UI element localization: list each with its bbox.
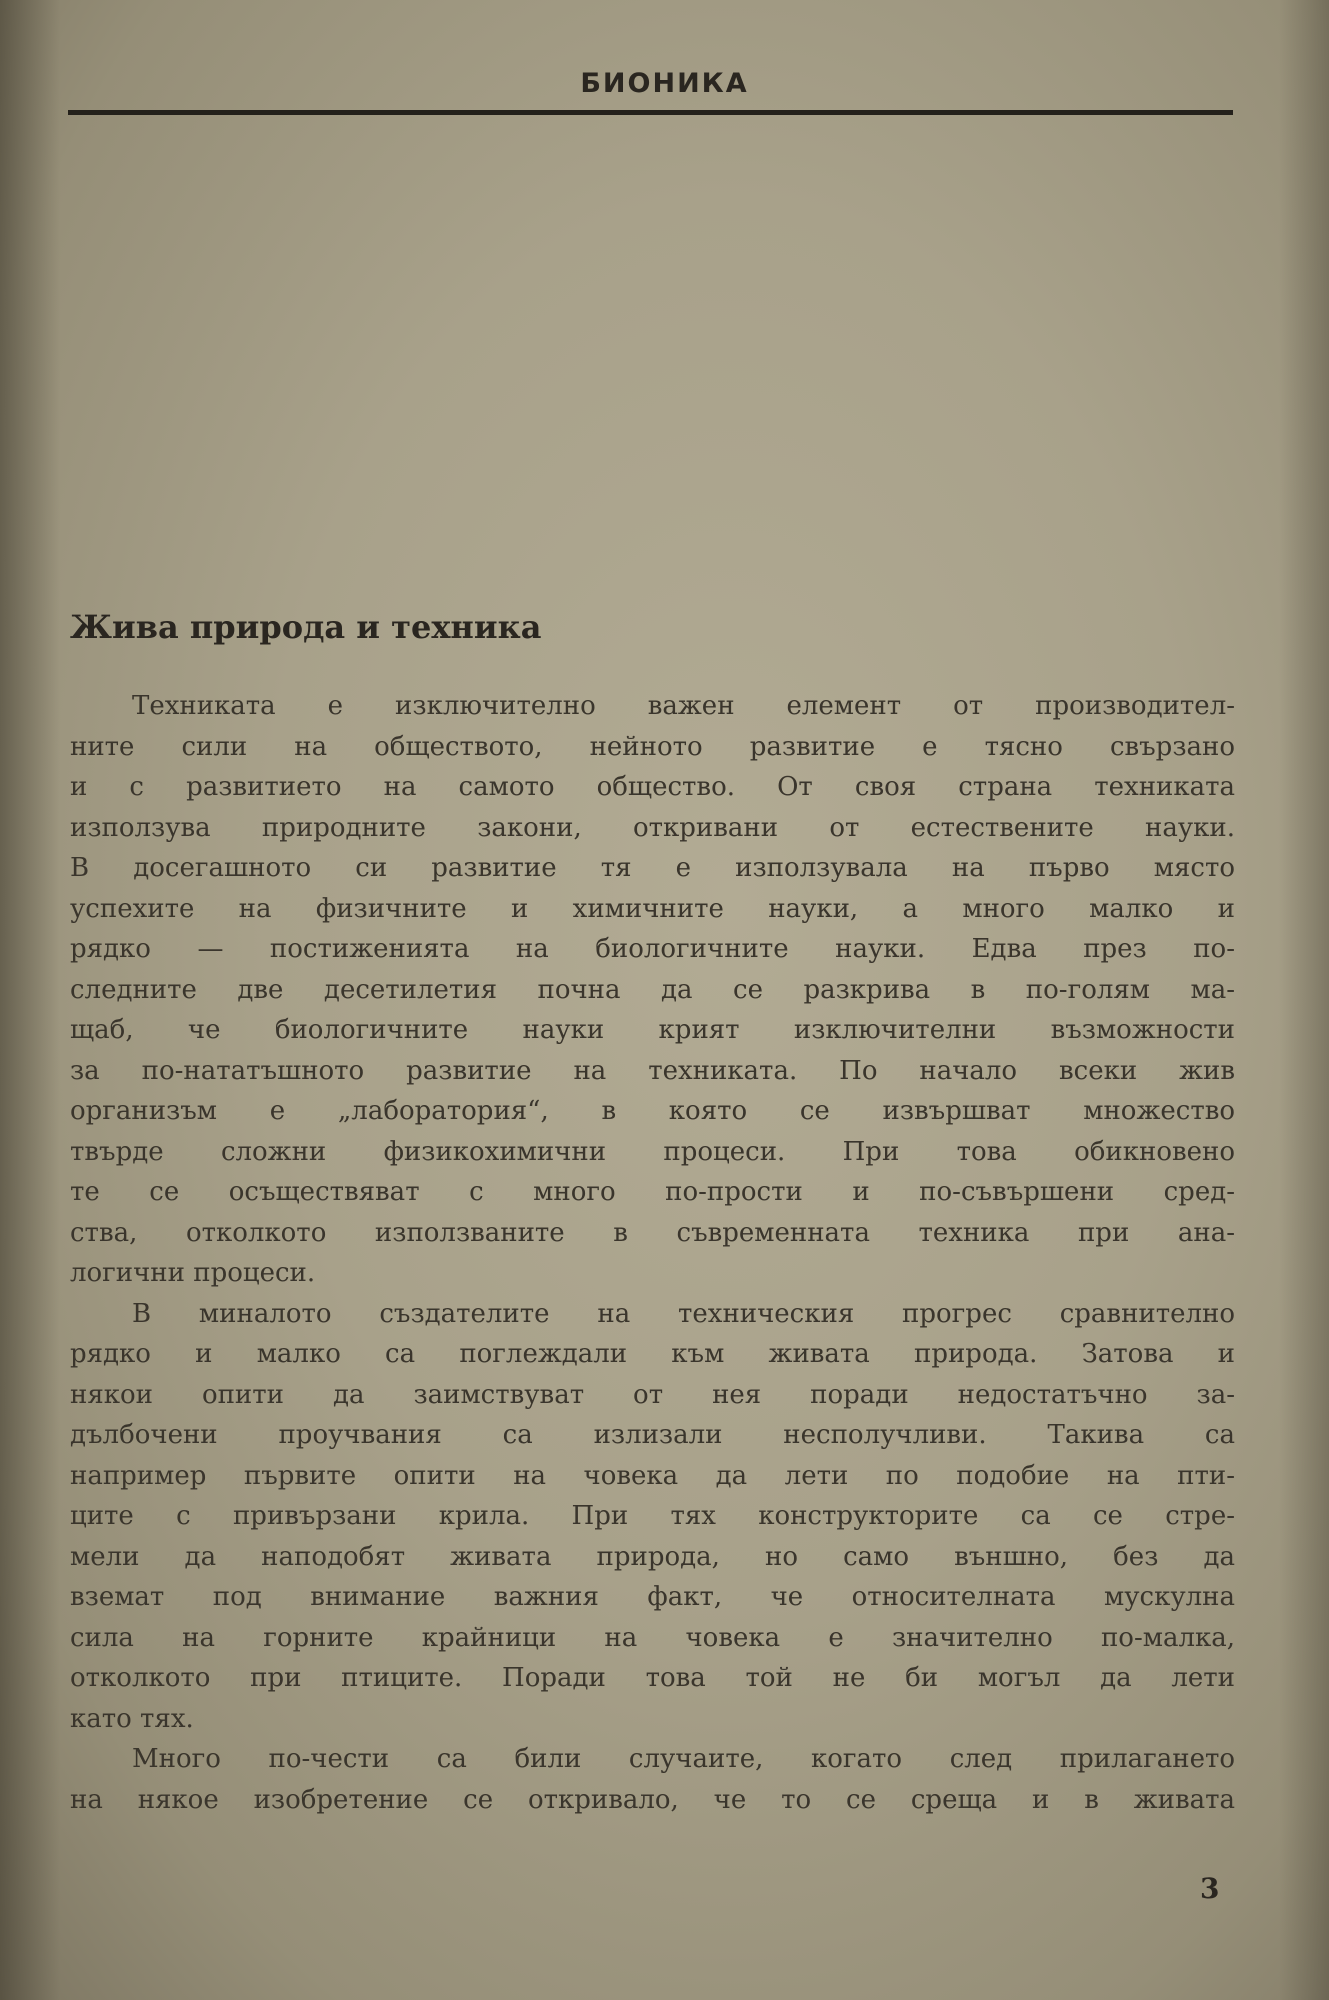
text-line: сила на горните крайници на човека е значително по-малка, <box>70 1622 1235 1653</box>
header-rule <box>68 110 1233 115</box>
text-line: твърде сложни физикохимични процеси. При това обикновено <box>70 1136 1235 1167</box>
text-line: ците с привързани крила. При тях конструкторите са се стре- <box>70 1501 1235 1531</box>
text-line: например първите опити на човека да лети по подобие на пти- <box>70 1460 1235 1491</box>
body-text <box>70 686 1235 1820</box>
text-line: като тях. <box>70 1703 194 1734</box>
page-number: 3 <box>1200 1872 1220 1905</box>
text-line: използува природните закони, откривани от естествените науки. <box>70 812 1235 843</box>
running-head: БИОНИКА <box>580 68 749 99</box>
text-line: Техниката е изключително важен елемент от производител- <box>132 691 1235 721</box>
text-line: организъм е „лаборатория“, в която се извършват множество <box>70 1096 1235 1126</box>
text-line: рядко — постиженията на биологичните науки. Едва през по- <box>70 934 1235 964</box>
text-line: на някое изобретение се откривало, че то се среща и в живата <box>70 1784 1235 1815</box>
text-line: и с развитието на самото общество. От своя страна техниката <box>70 772 1235 802</box>
text-line: дълбочени проучвания са излизали несполучливи. Такива са <box>70 1420 1235 1450</box>
text-line: следните две десетилетия почна да се разкрива в по-голям ма- <box>70 974 1235 1005</box>
text-line: ства, отколкото използваните в съвременната техника при ана- <box>70 1217 1235 1248</box>
text-line: отколкото при птиците. Поради това той не би могъл да лети <box>70 1663 1235 1693</box>
text-line: В миналото създателите на техническия прогрес сравнително <box>132 1298 1235 1329</box>
text-line: ните сили на обществото, нейното развитие е тясно свързано <box>70 731 1235 762</box>
paragraph-3 <box>70 1739 1235 1820</box>
text-line: успехите на физичните и химичните науки, а много малко и <box>70 893 1235 924</box>
text-line: мели да наподобят живата природа, но само външно, без да <box>70 1541 1235 1572</box>
text-line: вземат под внимание важния факт, че относителната мускулна <box>70 1582 1235 1612</box>
text-line: рядко и малко са поглеждали към живата природа. Затова и <box>70 1339 1235 1369</box>
section-title: Жива природа и техника <box>70 608 542 646</box>
text-line: щаб, че биологичните науки крият изключителни възможности <box>70 1015 1235 1045</box>
text-line: логични процеси. <box>70 1258 316 1288</box>
text-line: някои опити да заимствуват от нея поради недостатъчно за- <box>70 1379 1235 1410</box>
paragraph-2 <box>70 1294 1235 1740</box>
paragraph-1 <box>70 686 1235 1294</box>
text-line: за по-нататъшното развитие на техниката. По начало всеки жив <box>70 1055 1235 1086</box>
text-line: те се осъществяват с много по-прости и по-съвършени сред- <box>70 1177 1235 1207</box>
text-line: Много по-чести са били случаите, когато след прилагането <box>132 1744 1235 1774</box>
text-line: В досегашното си развитие тя е използувала на първо място <box>70 853 1235 883</box>
